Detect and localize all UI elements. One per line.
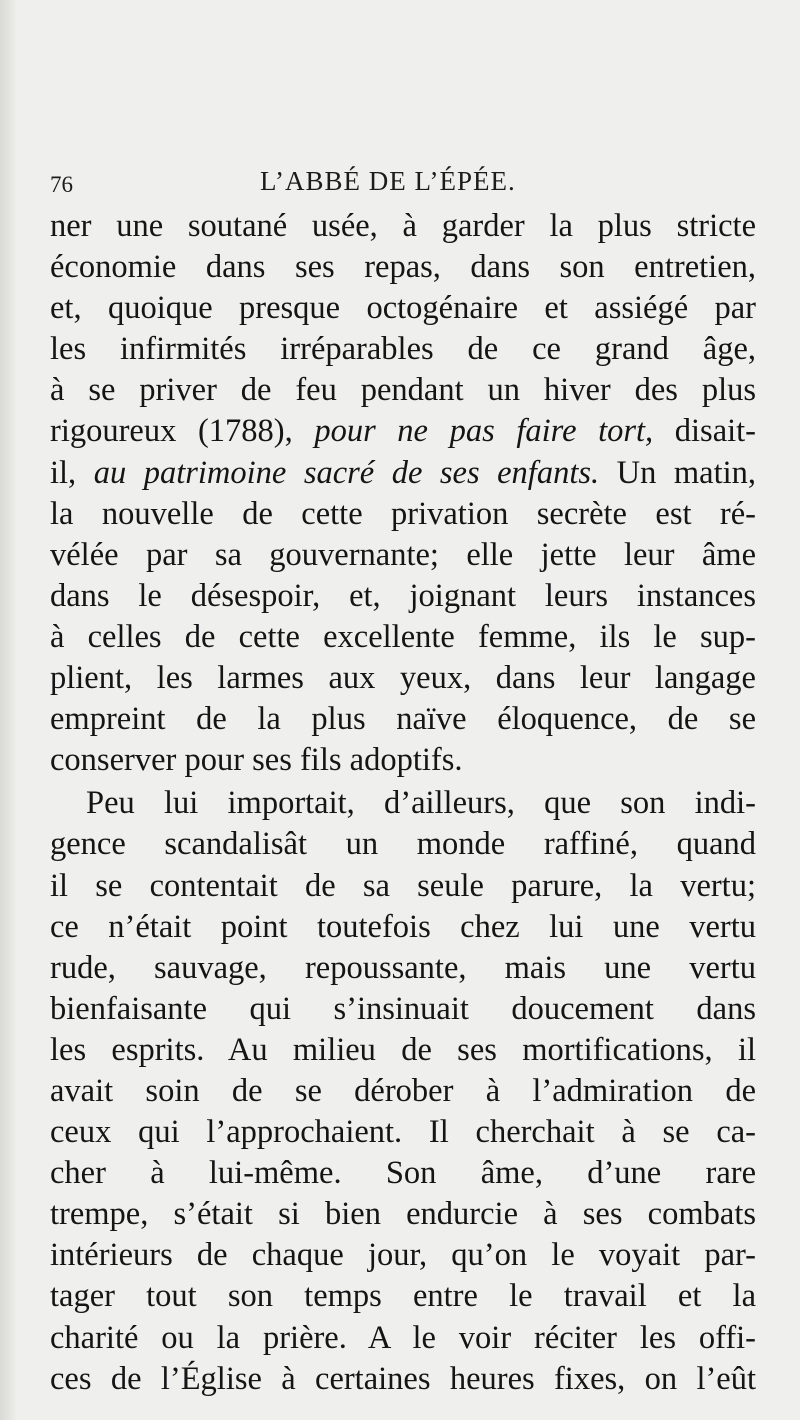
- text-line: il se contentait de sa seule parure, la vertu;: [50, 867, 756, 904]
- body-text: [50, 206, 756, 1400]
- italic-text-run: au patrimoine sacré de ses enfants.: [93, 454, 600, 491]
- text-line: gence scandalisât un monde raffiné, quand: [50, 826, 756, 863]
- text-run: il,: [50, 454, 94, 491]
- text-line: économie dans ses repas, dans son entretien,: [50, 249, 756, 286]
- text-run: disait-: [653, 413, 756, 450]
- text-line: bienfaisante qui s’insinuait doucement dans: [50, 990, 756, 1027]
- text-line: les infirmités irréparables de ce grand âge,: [50, 331, 756, 368]
- text-run: rigoureux (1788),: [50, 413, 315, 450]
- paragraph-2: [50, 783, 756, 1399]
- text-line: les esprits. Au milieu de ses mortifications, il: [50, 1031, 756, 1068]
- text-line: intérieurs de chaque jour, qu’on le voyait par-: [50, 1237, 756, 1274]
- text-line: charité ou la prière. A le voir réciter les offi-: [50, 1319, 756, 1356]
- italic-text-run: pour ne pas faire tort,: [314, 413, 654, 450]
- running-title: L’ABBÉ DE L’ÉPÉE.: [260, 166, 516, 196]
- text-line: Peu lui importait, d’ailleurs, que son indi-: [86, 785, 756, 822]
- text-line: cher à lui-même. Son âme, d’une rare: [50, 1155, 756, 1192]
- text-line: empreint de la plus naïve éloquence, de se: [50, 701, 756, 738]
- text-line: dans le désespoir, et, joignant leurs instances: [50, 577, 756, 614]
- text-line: plient, les larmes aux yeux, dans leur langage: [50, 660, 756, 697]
- text-line: ner une soutané usée, à garder la plus stricte: [50, 208, 756, 244]
- page-header: [50, 166, 750, 202]
- text-line: trempe, s’était si bien endurcie à ses combats: [50, 1196, 756, 1233]
- text-line: ce n’était point toutefois chez lui une vertu: [50, 908, 756, 945]
- text-line: ces de l’Église à certaines heures fixes, on l’eût: [50, 1360, 756, 1397]
- text-line: ceux qui l’approchaient. Il cherchait à se ca-: [50, 1114, 756, 1151]
- text-line: avait soin de se dérober à l’admiration de: [50, 1072, 756, 1109]
- paragraph-1: [50, 206, 756, 781]
- text-line: tager tout son temps entre le travail et la: [50, 1278, 756, 1315]
- text-line: la nouvelle de cette privation secrète est ré-: [50, 495, 756, 532]
- text-line: vélée par sa gouvernante; elle jette leur âme: [50, 536, 756, 573]
- text-line: et, quoique presque octogénaire et assiégé par: [50, 290, 756, 327]
- text-line: conserver pour ses fils adoptifs.: [50, 742, 463, 779]
- text-line: [50, 411, 756, 452]
- text-run: Un matin,: [599, 454, 757, 491]
- page-gutter-shadow: [0, 0, 16, 1420]
- text-line: à se priver de feu pendant un hiver des plus: [50, 372, 756, 409]
- text-line: [50, 453, 756, 494]
- page-number: 76: [50, 172, 73, 197]
- text-line: rude, sauvage, repoussante, mais une vertu: [50, 949, 756, 986]
- text-line: à celles de cette excellente femme, ils le sup-: [50, 618, 756, 655]
